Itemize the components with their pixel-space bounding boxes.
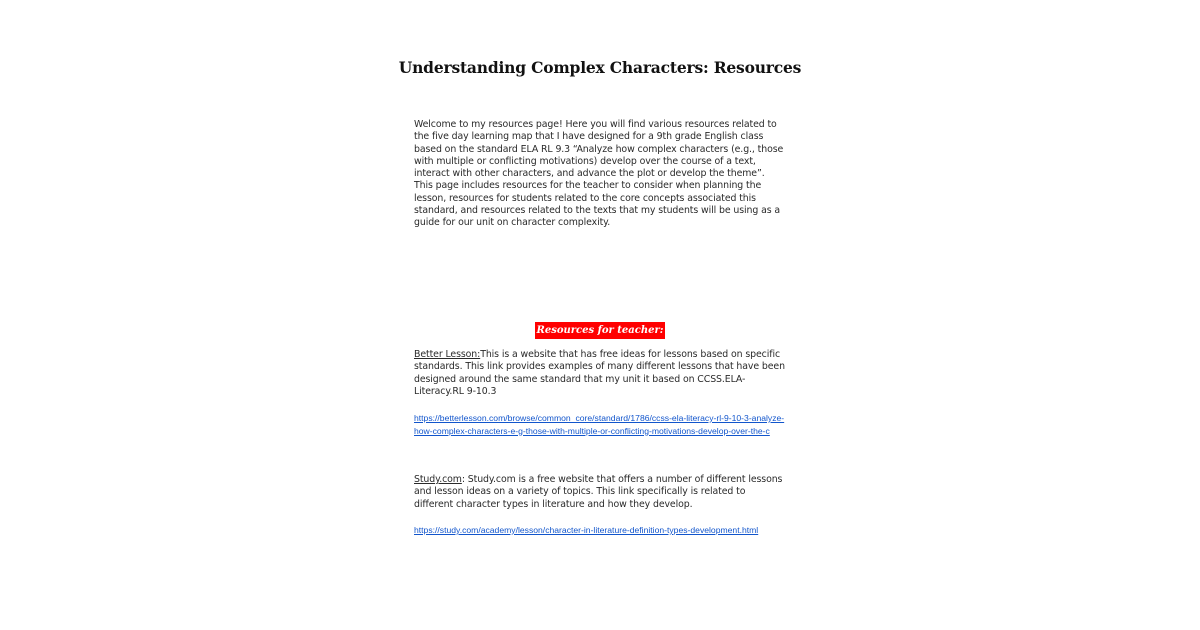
section-heading-container: [0, 318, 1200, 339]
resource-better-lesson: [414, 349, 786, 398]
intro-paragraph: Welcome to my resources page! Here you will find various resources related to the five day learning map that I have designed for a 9th grade English class based on the standard ELA RL 9.3 “Analyze how complex characters (e.g., those with multiple or conflicting motivations) develop over the course of a text, interact with other characters, and advance the plot or develop the theme”. This page includes resources for the teacher to consider when planning the lesson, resources for students related to the core concepts associated this standard, and resources related to the texts that my students will be using as a guide for our unit on character complexity.: [414, 119, 784, 229]
resource-description-better-lesson: This is a website that has free ideas for lessons based on specific standards. This link provides examples of many different lessons that have been designed around the same standard that my unit it based on CCSS.ELA-Literacy.RL 9-10.3: [414, 349, 785, 397]
resource-link-better-lesson[interactable]: https://betterlesson.com/browse/common_core/standard/1786/ccss-ela-literacy-rl-9-10-3-analyze-how-complex-characters-e-g-those-with-multiple-or-conflicting-motivations-develop-over-the-c: [414, 413, 785, 436]
section-heading-teacher-resources: Resources for teacher:: [535, 322, 666, 339]
resource-link-study-com[interactable]: https://study.com/academy/lesson/character-in-literature-definition-types-development.html: [414, 525, 759, 535]
resource-name-better-lesson[interactable]: Better Lesson:: [414, 349, 481, 360]
resource-study-com: [414, 474, 786, 511]
resource-name-study-com[interactable]: Study.com: [414, 474, 462, 485]
resource-description-study-com: : Study.com is a free website that offers a number of different lessons and lesson ideas on a variety of topics. This link specifically is related to different character types in literature and how they develop.: [414, 474, 783, 510]
page-title: Understanding Complex Characters: Resources: [398, 58, 802, 77]
